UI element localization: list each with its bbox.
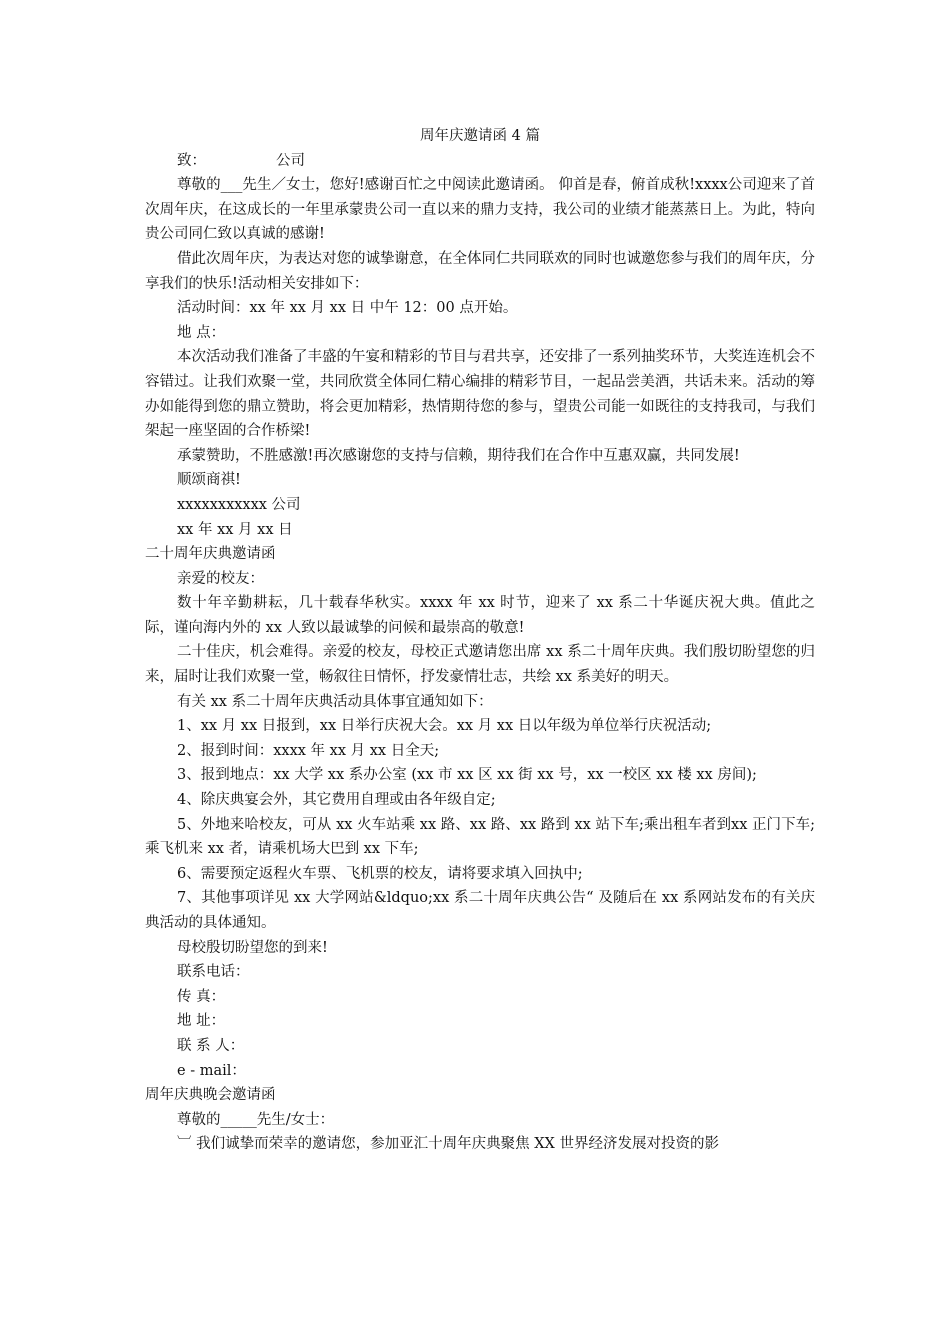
letter2-paragraph: 数十年辛勤耕耘，几十载春华秋实。xxxx 年 xx 时节，迎来了 xx 系二十华诞庆祝大典。值此之际，谨向海内外的 xx 人致以最诚挚的问候和最崇高的敬意! xyxy=(145,595,815,636)
letter1-to-prefix: 致： xyxy=(177,152,206,169)
letter1-to-company: 公司 xyxy=(276,152,305,169)
letter3-paragraph: ︺ 我们诚挚而荣幸的邀请您，参加亚汇十周年庆典聚焦 XX 世界经济发展对投资的影 xyxy=(177,1136,719,1153)
letter2-list-item: 3、报到地点：xx 大学 xx 系办公室 (xx 市 xx 区 xx 街 xx 号，xx 一校区 xx 楼 xx 房间); xyxy=(177,767,757,784)
letter1-signature: xxxxxxxxxxx 公司 xyxy=(177,496,301,513)
letter2-contact-phone: 联系电话： xyxy=(177,964,250,981)
letter2-list-item: 6、需要预定返程火车票、飞机票的校友，请将要求填入回执中; xyxy=(177,865,583,882)
letter2-list-item: 5、外地来哈校友，可从 xx 火车站乘 xx 路、xx 路、xx 路到 xx 站下车;乘出租车者到xx 正门下车;乘飞机来 xx 者，请乘机场大巴到 xx 下车; xyxy=(145,816,815,858)
letter1-time: 活动时间：xx 年 xx 月 xx 日 中午 12：00 点开始。 xyxy=(177,300,518,317)
letter1-paragraph: 本次活动我们准备了丰盛的午宴和精彩的节目与君共享，还安排了一系列抽奖环节，大奖连连机会不容错过。让我们欢聚一堂，共同欣赏全体同仁精心编排的精彩节目，一起品尝美酒，共话未来。活动的筹办如能得到您的鼎立赞助，将会更加精彩，热情期待您的参与，望贵公司能一如既往的支持我司，与我们架起一座坚固的合作桥梁! xyxy=(145,349,815,440)
letter2-intro: 有关 xx 系二十周年庆典活动具体事宜通知如下： xyxy=(177,693,493,710)
letter1-date: xx 年 xx 月 xx 日 xyxy=(177,521,293,538)
document-body xyxy=(145,124,815,1157)
letter1-paragraph: 尊敬的___先生／女士，您好!感谢百忙之中阅读此邀请函。 仰首是春，俯首成秋!xxxx公司迎来了首次周年庆，在这成长的一年里承蒙贵公司一直以来的鼎力支持，我公司的业绩才能蒸蒸日上。为此，特向贵公司同仁致以真诚的感谢! xyxy=(145,177,815,243)
letter1-paragraph: 借此次周年庆，为表达对您的诚挚谢意，在全体同仁共同联欢的同时也诚邀您参与我们的周年庆，分享我们的快乐!活动相关安排如下： xyxy=(145,250,815,292)
letter2-closing: 母校殷切盼望您的到来! xyxy=(177,939,328,956)
letter2-list-item: 2、报到时间：xxxx 年 xx 月 xx 日全天; xyxy=(177,742,440,759)
letter2-heading: 二十周年庆典邀请函 xyxy=(145,546,276,563)
letter3-greeting: 尊敬的_____先生/女士： xyxy=(177,1111,335,1128)
letter2-contact-email: e - mail： xyxy=(177,1062,246,1079)
letter2-contact-fax: 传 真： xyxy=(177,988,226,1005)
letter1-place: 地 点： xyxy=(177,324,226,341)
letter2-paragraph: 二十佳庆，机会难得。亲爱的校友，母校正式邀请您出席 xx 系二十周年庆典。我们殷切盼望您的归来，届时让我们欢聚一堂，畅叙往日情怀，抒发豪情壮志，共绘 xx 系美好的明天。 xyxy=(145,644,815,686)
document-title: 周年庆邀请函 4 篇 xyxy=(420,128,540,144)
letter1-paragraph: 承蒙赞助，不胜感激!再次感谢您的支持与信赖，期待我们在合作中互惠双赢，共同发展! xyxy=(177,447,740,464)
letter1-closing: 顺颂商祺! xyxy=(177,472,241,489)
letter2-list-item: 7、其他事项详见 xx 大学网站&ldquo;xx 系二十周年庆典公告“ 及随后在 xx 系网站发布的有关庆典活动的具体通知。 xyxy=(145,890,815,931)
letter2-list-item: 4、除庆典宴会外，其它费用自理或由各年级自定; xyxy=(177,792,496,809)
letter2-contact-person: 联 系 人： xyxy=(177,1037,245,1054)
letter2-contact-address: 地 址： xyxy=(177,1013,226,1030)
letter2-list-item: 1、xx 月 xx 日报到，xx 日举行庆祝大会。xx 月 xx 日以年级为单位举行庆祝活动; xyxy=(177,718,712,735)
letter1-recipient xyxy=(145,149,815,174)
letter2-greeting: 亲爱的校友： xyxy=(177,570,264,587)
letter3-heading: 周年庆典晚会邀请函 xyxy=(145,1087,276,1104)
